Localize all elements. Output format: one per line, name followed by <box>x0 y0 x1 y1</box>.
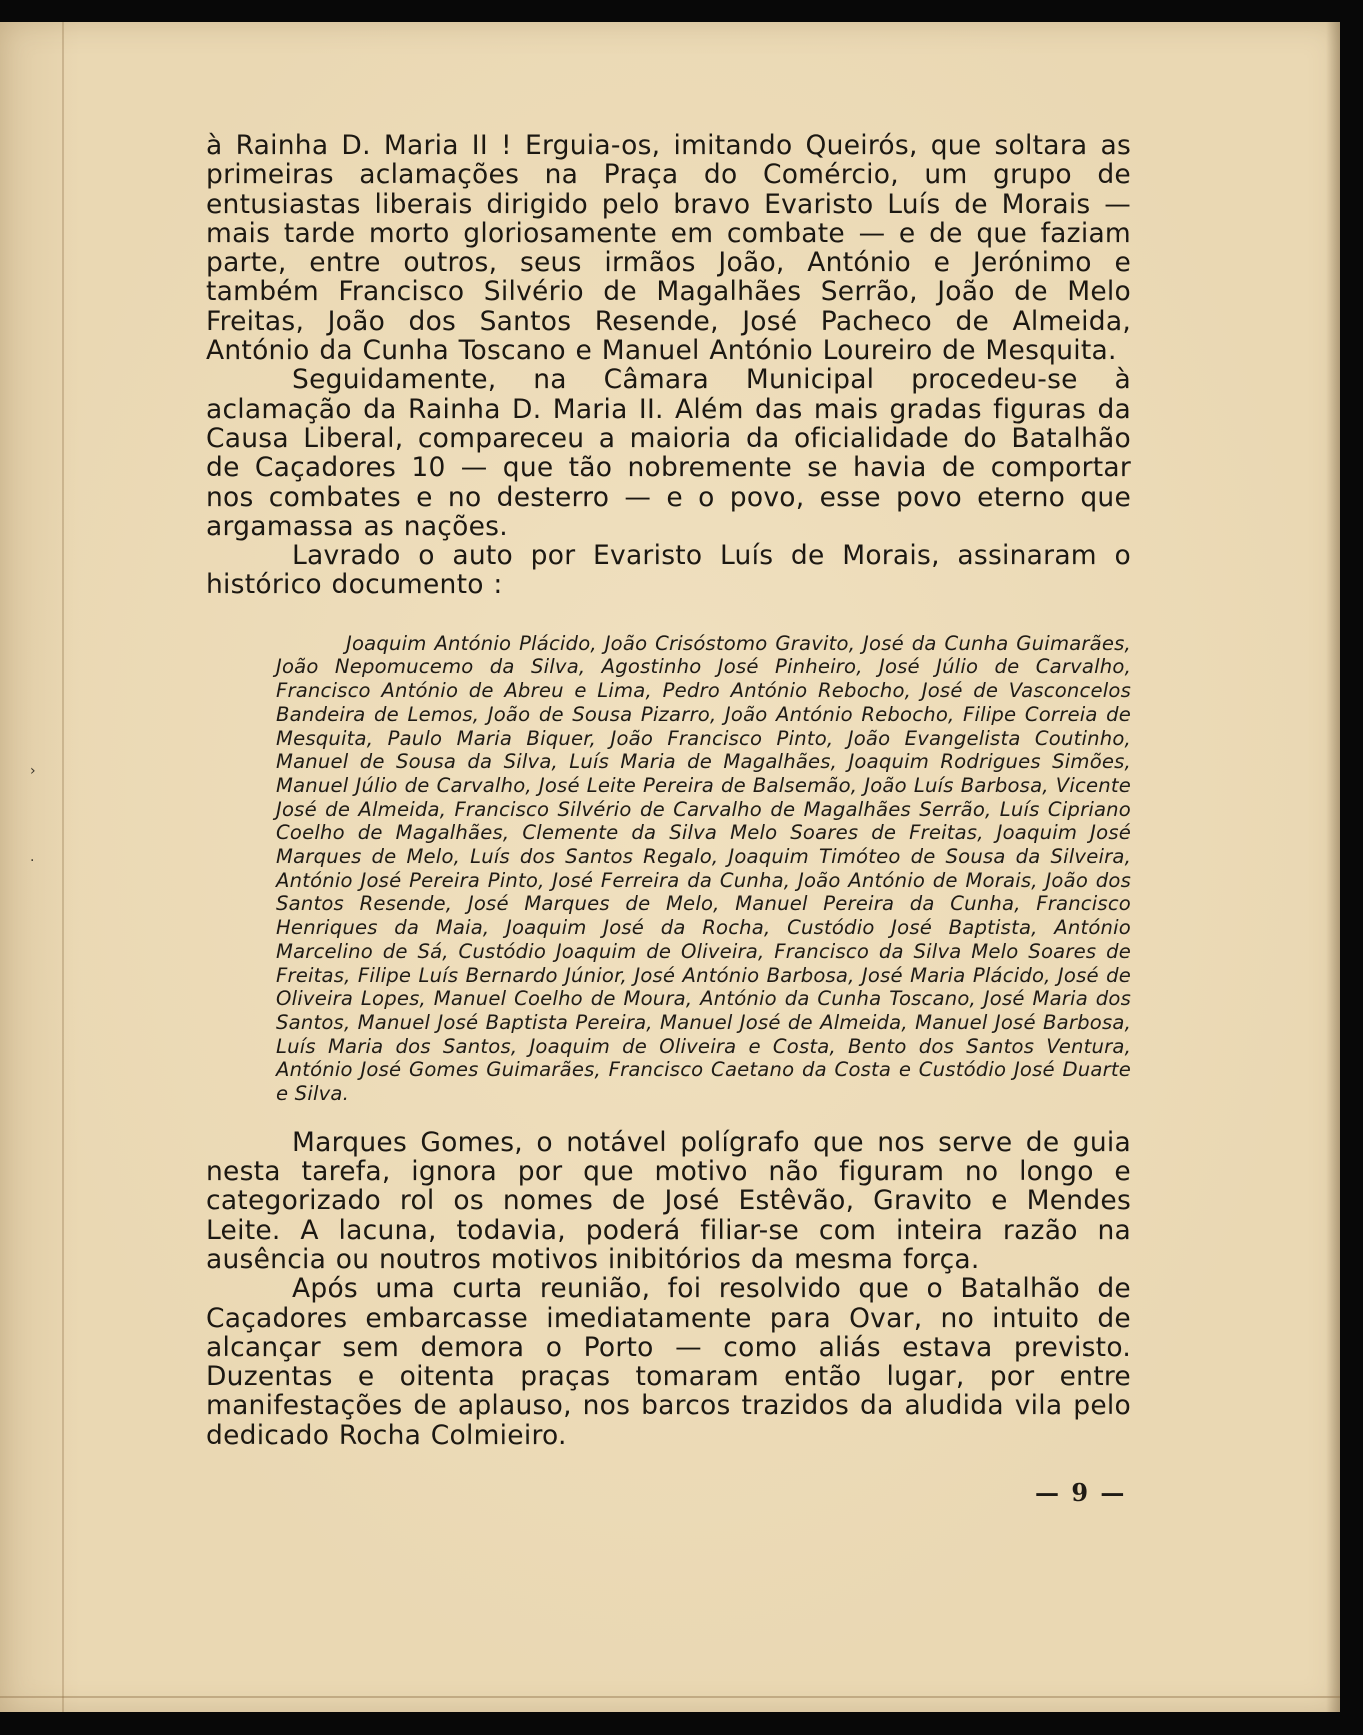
margin-mark: › <box>30 763 36 779</box>
signatories-list: Joaquim António Plácido, João Crisóstomo Gravito, José da Cunha Guimarães, João Nepomucemo da Silva, Agostinho José Pinheiro, José Júlio de Carvalho, Francisco António de Abreu e Lima, Pedro António Rebocho, José de Vasconcelos Bandeira de Lemos, João de Sousa Pizarro, João António Rebocho, Filipe Correia de Mesquita, Paulo Maria Biquer, João Francisco Pinto, João Evangelista Coutinho, Manuel de Sousa da Silva, Luís Maria de Magalhães, Joaquim Rodrigues Simões, Manuel Júlio de Carvalho, José Leite Pereira de Balsemão, João Luís Barbosa, Vicente José de Almeida, Francisco Silvério de Carvalho de Magalhães Serrão, Luís Cipriano Coelho de Magalhães, Clemente da Silva Melo Soares de Freitas, Joaquim José Marques de Melo, Luís dos Santos Regalo, Joaquim Timóteo de Sousa da Silveira, António José Pereira Pinto, José Ferreira da Cunha, João António de Morais, João dos Santos Resende, José Marques de Melo, Manuel Pereira da Cunha, Francisco Henriques da Maia, Joaquim José da Rocha, Custódio José Baptista, António Marcelino de Sá, Custódio Joaquim de Oliveira, Francisco da Silva Melo Soares de Freitas, Filipe Luís Bernardo Júnior, José António Barbosa, José Maria Plácido, José de Oliveira Lopes, Manuel Coelho de Moura, António da Cunha Toscano, José Maria dos Santos, Manuel José Baptista Pereira, Manuel José de Almeida, Manuel José Barbosa, Luís Maria dos Santos, Joaquim de Oliveira e Costa, Bento dos Santos Ventura, António José Gomes Guimarães, Francisco Caetano da Costa e Custódio José Duarte e Silva. <box>276 631 1131 1106</box>
margin-mark: · <box>30 853 35 869</box>
paragraph-text: Após uma curta reunião, foi resolvido que o Batalhão de Caçadores embarcasse imediatamente para Ovar, no intuito de alcançar sem demora o Porto — como aliás estava previsto. Duzentas e oitenta praças tomaram então lugar, por entre manifestações de aplauso, nos barcos trazidos da aludida vila pelo dedicado Rocha Colmieiro. <box>206 1273 1131 1451</box>
page-bottom-edge <box>0 1696 1340 1698</box>
page-fold-line <box>62 22 64 1712</box>
page-number: — 9 — <box>1035 1478 1127 1507</box>
paragraph-text: Marques Gomes, o notável polígrafo que nos serve de guia nesta tarefa, ignora por que motivo não figuram no longo e categorizado rol os nomes de José Estêvão, Gravito e Mendes Leite. A lacuna, todavia, poderá filiar-se com inteira razão na ausência ou noutros motivos inibitórios da mesma força. <box>206 1126 1131 1275</box>
page-edge-shadow <box>1326 22 1340 1712</box>
closing-section <box>206 1128 1131 1450</box>
paragraph-text: Seguidamente, na Câmara Municipal procedeu-se à aclamação da Rainha D. Maria II. Além das mais gradas figuras da Causa Liberal, compareceu a maioria da oficialidade do Batalhão de Caçadores 10 — que tão nobremente se havia de comportar nos combates e no desterro — e o povo, esse povo eterno que argamassa as nações. <box>206 364 1131 542</box>
page-body <box>206 131 1131 1450</box>
paragraph-text: à Rainha D. Maria II ! Erguia-os, imitando Queirós, que soltara as primeiras aclamações na Praça do Comércio, um grupo de entusiastas liberais dirigido pelo bravo Evaristo Luís de Morais — mais tarde morto gloriosamente em combate — e de que faziam parte, entre outros, seus irmãos João, António e Jerónimo e também Francisco Silvério de Magalhães Serrão, João de Melo Freitas, João dos Santos Resende, José Pacheco de Almeida, António da Cunha Toscano e Manuel António Loureiro de Mesquita. <box>206 130 1131 367</box>
paragraph-text: Lavrado o auto por Evaristo Luís de Morais, assinaram o histórico documento : <box>206 540 1131 601</box>
